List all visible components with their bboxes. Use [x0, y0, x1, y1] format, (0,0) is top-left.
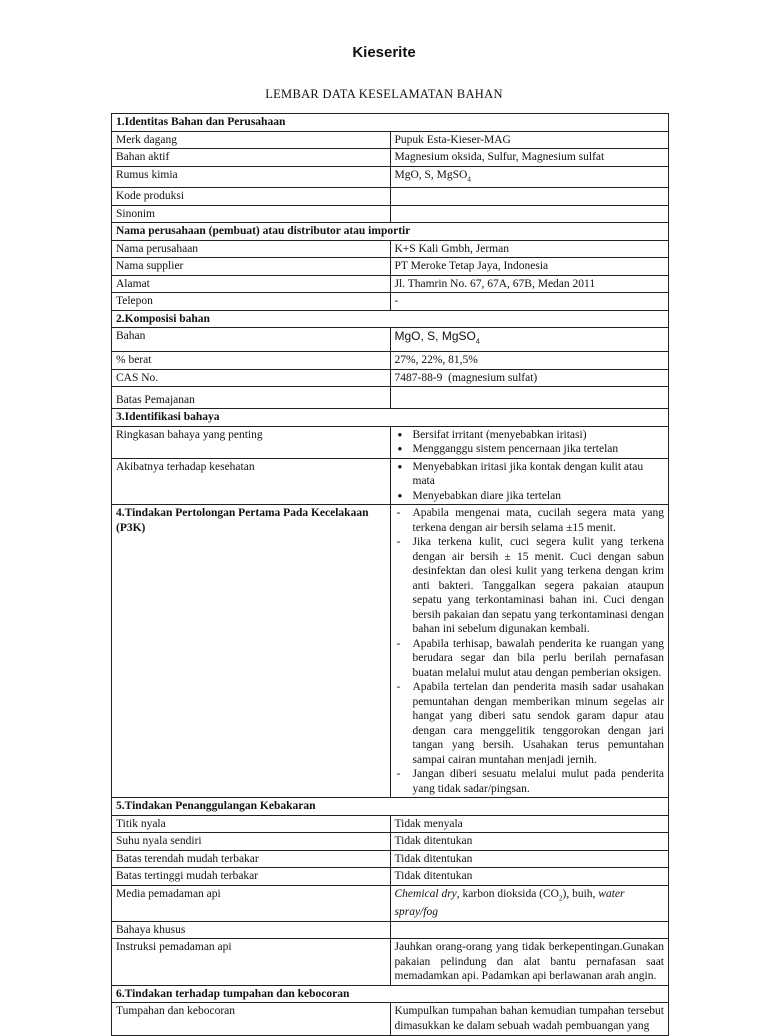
row-value: Pupuk Esta-Kieser-MAG: [390, 131, 669, 149]
formula-text: MgO, S, MgSO: [394, 168, 468, 181]
formula-subscript: 4: [475, 338, 480, 346]
row-label: Instruksi pemadaman api: [112, 939, 391, 986]
table-row: [112, 868, 669, 886]
row-value: Tidak menyala: [390, 815, 669, 833]
row-value: [390, 921, 669, 939]
media-italic-1: Chemical dry: [394, 887, 457, 900]
section-header-row: [112, 114, 669, 132]
table-row: [112, 149, 669, 167]
table-row: [112, 426, 669, 458]
list-item: - Jangan diberi sesuatu melalui mulut pada penderita yang tidak sadar/pingsan.: [395, 767, 665, 796]
table-row: [112, 293, 669, 311]
media-text-3: ), buih,: [562, 887, 599, 900]
formula-text: MgO, S, MgSO: [394, 329, 476, 344]
table-row: [112, 505, 669, 798]
list-item: - Apabila mengenai mata, cucilah segera mata yang terkena dengan air bersih selama ±15 menit.: [395, 506, 665, 535]
row-value: [390, 885, 669, 921]
media-text-2: , karbon dioksida (CO: [456, 887, 559, 900]
bullet-list: [395, 460, 665, 504]
section-2-header: 2.Komposisi bahan: [112, 310, 669, 328]
subsection-header-row: [112, 223, 669, 241]
row-label: Bahan: [112, 328, 391, 352]
row-value: [390, 205, 669, 223]
row-label: Suhu nyala sendiri: [112, 833, 391, 851]
section-1-header: 1.Identitas Bahan dan Perusahaan: [112, 114, 669, 132]
row-label: Rumus kimia: [112, 166, 391, 188]
row-label: Nama supplier: [112, 258, 391, 276]
row-label: Bahaya khusus: [112, 921, 391, 939]
list-item: ● Bersifat irritant (menyebabkan iritasi): [395, 428, 665, 443]
row-label: Batas terendah mudah terbakar: [112, 850, 391, 868]
list-item: - Jika terkena kulit, cuci segera kulit yang terkena dengan air bersih ± 15 menit. Cuci dengan sabun desinfektan dan olesi kulit yang terkena dengan krim anti bakteri. Tanggalkan segera pakaian ataupun sepatu yang terkontaminasi bahan ini. Cuci dengan bersih pakaian dan sepatu yang terkontaminasi dengan bahan ini sebelum digunakan kembali.: [395, 535, 665, 637]
row-label: Kode produksi: [112, 188, 391, 206]
media-italic-4: water spray/fog: [394, 887, 625, 919]
row-label: Nama perusahaan: [112, 240, 391, 258]
list-item: ● Mengganggu sistem pencernaan jika tertelan: [395, 442, 665, 457]
table-row: [112, 850, 669, 868]
section-3-header: 3.Identifikasi bahaya: [112, 409, 669, 427]
table-row: [112, 275, 669, 293]
row-value: [390, 328, 669, 352]
row-value: [390, 458, 669, 505]
table-row: [112, 166, 669, 188]
bullet-list: [395, 428, 665, 457]
row-label: CAS No.: [112, 369, 391, 387]
document-title: Kieserite: [352, 44, 416, 61]
row-value: [390, 505, 669, 798]
table-row: [112, 205, 669, 223]
company-subheader: Nama perusahaan (pembuat) atau distributor atau importir: [112, 223, 669, 241]
table-row: [112, 328, 669, 352]
row-value: PT Meroke Tetap Jaya, Indonesia: [390, 258, 669, 276]
table-row: [112, 188, 669, 206]
row-label: Tumpahan dan kebocoran: [112, 1003, 391, 1036]
document-subtitle: LEMBAR DATA KESELAMATAN BAHAN: [265, 87, 503, 101]
table-row: [112, 458, 669, 505]
row-label: Alamat: [112, 275, 391, 293]
row-value: [390, 188, 669, 206]
row-label: Titik nyala: [112, 815, 391, 833]
row-value: K+S Kali Gmbh, Jerman: [390, 240, 669, 258]
row-label: Bahan aktif: [112, 149, 391, 167]
row-label: Sinonim: [112, 205, 391, 223]
row-label: Merk dagang: [112, 131, 391, 149]
row-label: Media pemadaman api: [112, 885, 391, 921]
section-header-row: [112, 798, 669, 816]
section-4-header: 4.Tindakan Pertolongan Pertama Pada Kecelakaan (P3K): [112, 505, 391, 798]
table-row: [112, 352, 669, 370]
row-value: 27%, 22%, 81,5%: [390, 352, 669, 370]
row-value: Tidak ditentukan: [390, 850, 669, 868]
table-row: [112, 240, 669, 258]
list-item: ● Menyebabkan iritasi jika kontak dengan kulit atau mata: [395, 460, 665, 489]
table-row: [112, 815, 669, 833]
table-row: [112, 885, 669, 921]
dash-list: [395, 506, 665, 796]
table-row: [112, 131, 669, 149]
section-header-row: [112, 310, 669, 328]
row-value: Magnesium oksida, Sulfur, Magnesium sulfat: [390, 149, 669, 167]
section-6-header: 6.Tindakan terhadap tumpahan dan kebocoran: [112, 985, 669, 1003]
row-value: -: [390, 293, 669, 311]
safety-data-table: [111, 113, 669, 1036]
row-label: Telepon: [112, 293, 391, 311]
row-value: Tidak ditentukan: [390, 868, 669, 886]
table-row: [112, 258, 669, 276]
table-row: [112, 921, 669, 939]
list-item: - Apabila tertelan dan penderita masih sadar usahakan pemuntahan dengan memberikan minum segelas air hangat yang diberi satu sendok garam dapur atau dengan cara menggelitik tenggorokan dengan jari tangan yang bersih. Usahakan terus pemuntahan sampai cairan muntahan menjadi jernih.: [395, 680, 665, 767]
row-value: [390, 387, 669, 409]
row-value: 7487-88-9 (magnesium sulfat): [390, 369, 669, 387]
row-value: [390, 166, 669, 188]
section-5-header: 5.Tindakan Penanggulangan Kebakaran: [112, 798, 669, 816]
row-value: Jauhkan orang-orang yang tidak berkepentingan.Gunakan pakaian pelindung dan alat bantu pernafasan saat memadamkan api. Padamkan api berlawanan arah angin.: [390, 939, 669, 986]
row-value: Jl. Thamrin No. 67, 67A, 67B, Medan 2011: [390, 275, 669, 293]
table-row: [112, 939, 669, 986]
row-label: % berat: [112, 352, 391, 370]
table-row: [112, 833, 669, 851]
list-item: - Apabila terhisap, bawalah penderita ke ruangan yang berudara segar dan bila perlu berilah pernafasan buatan melalui mulut atau dengan pemberian oksigen.: [395, 637, 665, 681]
row-value: [390, 1003, 669, 1036]
list-item: ● Menyebabkan diare jika tertelan: [395, 489, 665, 504]
section-header-row: [112, 409, 669, 427]
row-label: Akibatnya terhadap kesehatan: [112, 458, 391, 505]
table-row: [112, 369, 669, 387]
row-label: Ringkasan bahaya yang penting: [112, 426, 391, 458]
table-row: [112, 1003, 669, 1036]
table-row: [112, 387, 669, 409]
row-label: Batas Pemajanan: [112, 387, 391, 409]
cut-off-text: Kumpulkan tumpahan bahan kemudian tumpahan tersebut dimasukkan ke dalam sebuah wadah pembuangan yang: [394, 1005, 664, 1032]
co2-subscript: 2: [559, 893, 563, 902]
row-value: Tidak ditentukan: [390, 833, 669, 851]
row-label: Batas tertinggi mudah terbakar: [112, 868, 391, 886]
formula-subscript: 4: [467, 174, 471, 183]
section-header-row: [112, 985, 669, 1003]
row-value: [390, 426, 669, 458]
